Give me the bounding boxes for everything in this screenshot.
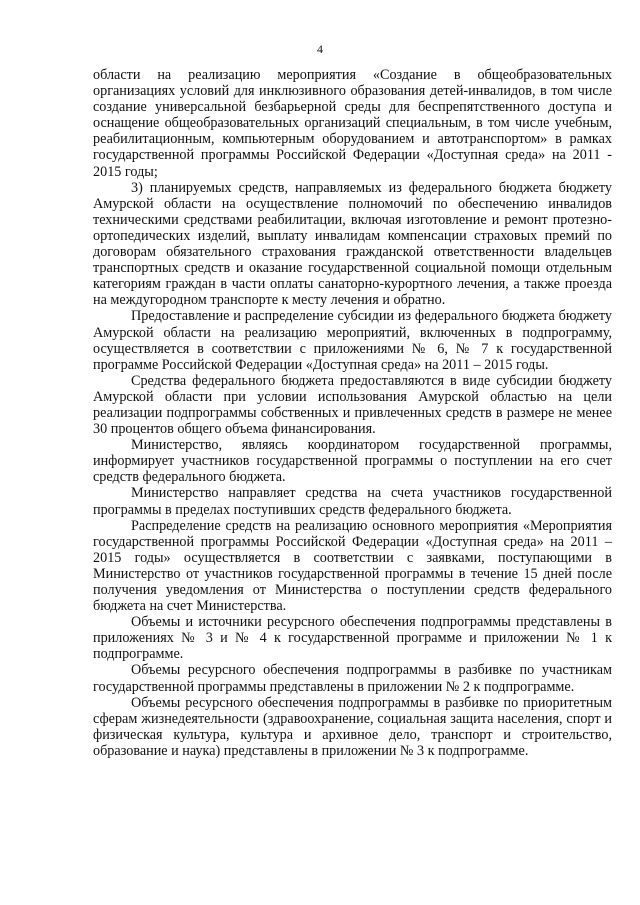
- paragraph-subsidy-distribution: Предоставление и распределение субсидии из федерального бюджета бюджету Амурской области на реализацию мероприятий, включенных в подпрограмму, осуществляется в соответствии с приложениями № 6, № 7 к государственной программе Российской Федерации «Доступная среда» на 2011 – 2015 годы.: [93, 308, 612, 373]
- paragraph-volumes-by-spheres: Объемы ресурсного обеспечения подпрограммы в разбивке по приоритетным сферам жизнедеятельности (здравоохранение, социальная защита населения, спорт и физическая культура, культура и архивное дело, транспорт и строительство, образование и наука) представлены в приложении № 3 к подпрограмме.: [93, 694, 612, 759]
- paragraph-resource-volumes: Объемы и источники ресурсного обеспечения подпрограммы представлены в приложениях № 3 и № 4 к государственной программе и приложении № 1 к подпрограмме.: [93, 614, 612, 663]
- paragraph-ministry-informs: Министерство, являясь координатором государственной программы, информирует участников государственной программы о поступлении на его счет средств федерального бюджета.: [93, 437, 612, 486]
- paragraph-volumes-by-participants: Объемы ресурсного обеспечения подпрограммы в разбивке по участникам государственной программы представлены в приложении № 2 к подпрограмме.: [93, 662, 612, 695]
- paragraph-item-3-planned-funds: 3) планируемых средств, направляемых из федерального бюджета бюджету Амурской области на осуществление полномочий по обеспечению инвалидов техническими средствами реабилитации, включая изготовление и ремонт протезно-ортопедических изделий, выплату инвалидам компенсации страховых премий по договорам обязательного страхования гражданской ответственности владельцев транспортных средств и оказание государственной социальной помощи отдельным категориям граждан в части оплаты санаторно-курортного лечения, а также проезда на междугородном транспорте к месту лечения и обратно.: [93, 179, 612, 309]
- paragraph-continuation: области на реализацию мероприятия «Создание в общеобразовательных организациях условий для инклюзивного образования детей-инвалидов, в том числе создание универсальной безбарьерной среды для беспрепятственного доступа и оснащение общеобразовательных организаций специальным, в том числе учебным, реабилитационным, компьютерным оборудованием и автотранспортом» в рамках государственной программы Российской Федерации «Доступная среда» на 2011 - 2015 годы;: [93, 67, 612, 180]
- paragraph-funds-allocation: Распределение средств на реализацию основного мероприятия «Мероприятия государственной программы Российской Федерации «Доступная среда» на 2011 – 2015 годы» осуществляется в соответствии с заявками, поступающими в Министерство от участников государственной программы в течение 15 дней после получения уведомления от Министерства о поступлении средств федерального бюджета на счет Министерства.: [93, 517, 612, 615]
- paragraph-ministry-transfers: Министерство направляет средства на счета участников государственной программы в пределах поступивших средств федерального бюджета.: [93, 485, 612, 518]
- page-number: 4: [317, 42, 323, 56]
- paragraph-subsidy-conditions: Средства федерального бюджета предоставляются в виде субсидии бюджету Амурской области при условии использования Амурской областью на цели реализации подпрограммы собственных и привлеченных средств в размере не менее 30 процентов общего объема финансирования.: [93, 372, 612, 438]
- document-body: [93, 67, 612, 759]
